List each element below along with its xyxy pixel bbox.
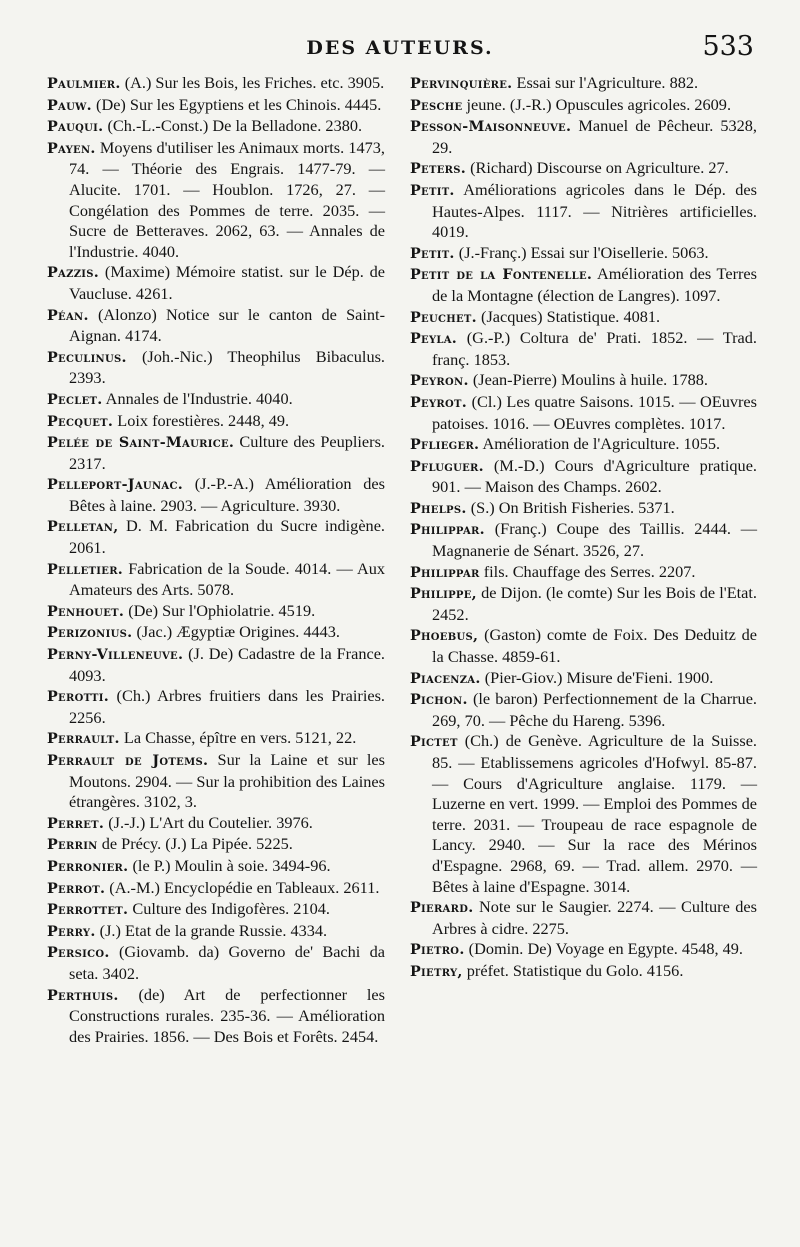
author-name: Perret.: [47, 815, 105, 832]
index-entry: [47, 813, 385, 835]
index-entry: [410, 625, 757, 667]
author-name: Peyla.: [410, 331, 458, 348]
author-name: Piacenza.: [410, 670, 481, 687]
author-name: Phoebus,: [410, 628, 479, 645]
index-entry: [410, 264, 757, 306]
author-name: Pelletan,: [47, 519, 119, 536]
entry-text: Amélioration de l'Agriculture. 1055.: [479, 434, 721, 454]
index-entry: [47, 73, 385, 95]
index-entry: [410, 668, 757, 690]
entry-text: Sur la Laine et sur les Moutons. 2904. — Sur la prohibition des Laines étrangères. 3102, 3.: [69, 750, 385, 812]
author-name: Pierard.: [410, 900, 474, 917]
author-name: Pervinquière.: [410, 76, 513, 92]
index-entry: [410, 243, 757, 265]
index-entry: [410, 328, 757, 370]
author-name: Pazzis.: [47, 265, 100, 282]
entry-text: (Richard) Discourse on Agriculture. 27.: [466, 158, 729, 178]
index-entry: [410, 961, 757, 983]
author-name: Pietry,: [410, 963, 463, 980]
entry-text: (J.-P.-A.) Amélioration des Bêtes à laine. 2903. — Agriculture. 3930.: [69, 474, 385, 515]
entry-text: (Gaston) comte de Foix. Des Deduitz de la Chasse. 4859-61.: [432, 625, 757, 667]
entry-text: Moyens d'utiliser les Animaux morts. 1473, 74. — Théorie des Engrais. 1477-79. — Alucite. 1701. — Houblon. 1726, 27. — Congélation des Pommes de terre. 2035. — Sucre de Betteraves. 2062, 63. — Annales de l'Industrie. 4040.: [69, 137, 385, 261]
index-entry: [410, 158, 757, 180]
entry-text: (Ch.) Arbres fruitiers dans les Prairies. 2256.: [69, 686, 385, 727]
entry-text: (Cl.) Les quatre Saisons. 1015. — OEuvres patoises. 1016. — OEuvres complètes. 1017.: [432, 391, 757, 433]
entry-text: (De) Sur les Egyptiens et les Chinois. 4445.: [91, 94, 382, 114]
author-name: Perny-Villeneuve.: [47, 647, 184, 664]
entry-text: Essai sur l'Agriculture. 882.: [512, 73, 699, 92]
entry-text: (le baron) Perfectionnement de la Charrue. 269, 70. — Pêche du Hareng. 5396.: [432, 689, 757, 730]
index-entry: [47, 116, 385, 138]
author-name: Perizonius.: [47, 625, 133, 642]
index-entry: [47, 985, 385, 1048]
entry-text: Amélioration des Terres de la Montagne (élection de Langres). 1097.: [432, 264, 757, 305]
author-name: Peyron.: [410, 373, 469, 390]
author-name: Philippar.: [410, 522, 485, 539]
author-name: Perrottet.: [47, 902, 129, 919]
entry-text: de Dijon. (le comte) Sur les Bois de l'Etat. 2452.: [432, 583, 757, 624]
author-name: Perotti.: [47, 689, 109, 706]
author-name: Peters.: [410, 161, 467, 178]
entry-text: (Ch.-L.-Const.) De la Belladone. 2380.: [103, 116, 363, 136]
author-name: Philippar: [410, 564, 480, 581]
author-name: Philippe,: [410, 586, 477, 603]
index-entry: [410, 689, 757, 731]
entry-text: (Jacques) Statistique. 4081.: [476, 306, 661, 326]
author-name: Pichon.: [410, 692, 468, 709]
right-column: [410, 73, 757, 983]
index-entry: [47, 750, 385, 813]
author-name: Petit.: [410, 182, 455, 199]
entry-text: Culture des Indigofères. 2104.: [128, 899, 330, 919]
entry-text: (Ch.) de Genève. Agriculture de la Suisse. 85. — Etablissemens agricoles d'Hofwyl. 85-87. — Cours d'Agriculture anglaise. 1179. — Luzerne en vert. 1999. — Emploi des Pommes de terre. 2031. — Troupeau de race espagnole de Lancy. 2940. — Sur la race des Mérinos d'Espagne. 2968, 69. — Trad. allem. 2970. — Bêtes à laine d'Espagne. 3014.: [432, 731, 757, 896]
author-name: Pecquet.: [47, 413, 114, 430]
entry-text: Culture des Peupliers. 2317.: [69, 432, 385, 473]
index-entry: [410, 434, 757, 456]
index-entry: [47, 622, 385, 644]
index-entry: [47, 921, 385, 943]
entry-text: (Franç.) Coupe des Taillis. 2444. — Magnanerie de Sénart. 3526, 27.: [432, 519, 757, 561]
author-name: Perthuis.: [47, 987, 119, 1004]
entry-text: (G.-P.) Coltura de' Prati. 1852. — Trad. franç. 1853.: [432, 328, 757, 369]
author-name: Pictet: [410, 734, 458, 751]
author-name: Péan.: [47, 307, 89, 324]
page-number: 533: [702, 31, 754, 62]
index-entry: [47, 516, 385, 558]
index-entry: [410, 731, 757, 897]
index-entry: [47, 878, 385, 900]
index-entry: [410, 95, 757, 117]
author-name: Perrot.: [47, 880, 106, 897]
index-entry: [410, 370, 757, 392]
entry-text: préfet. Statistique du Golo. 4156.: [462, 960, 684, 980]
author-name: Paulmier.: [47, 76, 121, 92]
author-name: Pauw.: [47, 97, 92, 114]
entry-text: (M.-D.) Cours d'Agriculture pratique. 901. — Maison des Champs. 2602.: [432, 455, 757, 497]
entry-text: de Précy. (J.) La Pipée. 5225.: [97, 834, 293, 854]
entry-text: (J.-Franç.) Essai sur l'Oisellerie. 5063.: [454, 242, 709, 262]
entry-text: (Jac.) Ægyptiæ Origines. 4443.: [132, 622, 340, 642]
entry-text: Manuel de Pêcheur. 5328, 29.: [432, 116, 757, 157]
index-entry: [47, 686, 385, 728]
index-entry: [47, 899, 385, 921]
index-entry: [410, 116, 757, 158]
index-entry: [410, 562, 757, 584]
index-entry: [410, 519, 757, 561]
entry-text: (A.-M.) Encyclopédie en Tableaux. 2611.: [105, 877, 380, 897]
entry-text: jeune. (J.-R.) Opuscules agricoles. 2609.: [462, 94, 732, 114]
index-entry: [47, 411, 385, 433]
index-entry: [47, 559, 385, 601]
entry-text: (Domin. De) Voyage en Egypte. 4548, 49.: [464, 939, 743, 959]
author-name: Perrin: [47, 837, 98, 854]
index-entry: [410, 498, 757, 520]
index-entry: [410, 583, 757, 625]
author-name: Pelleport-Jaunac.: [47, 477, 183, 494]
entry-text: (Maxime) Mémoire statist. sur le Dép. de Vaucluse. 4261.: [69, 262, 385, 303]
index-entry: [410, 180, 757, 243]
author-name: Peculinus.: [47, 349, 127, 366]
entry-text: (De) Sur l'Ophiolatrie. 4519.: [124, 600, 316, 620]
index-entry: [47, 644, 385, 686]
entry-text: (de) Art de perfectionner les Constructions rurales. 235-36. — Amélioration des Prairies. 1856. — Des Bois et Forêts. 2454.: [69, 984, 385, 1046]
index-entry: [410, 456, 757, 498]
entry-text: Loix forestières. 2448, 49.: [113, 410, 290, 430]
author-name: Petit.: [410, 245, 455, 262]
entry-text: La Chasse, épître en vers. 5121, 22.: [119, 728, 357, 748]
left-column: [47, 73, 385, 1047]
entry-text: Annales de l'Industrie. 4040.: [102, 388, 293, 408]
entry-text: Note sur le Saugier. 2274. — Culture des Arbres à cidre. 2275.: [432, 897, 757, 938]
entry-text: (J. De) Cadastre de la France. 4093.: [69, 644, 385, 685]
author-name: Perrault de Jotems.: [47, 753, 209, 769]
entry-text: (S.) On British Fisheries. 5371.: [466, 497, 675, 517]
entry-text: (le P.) Moulin à soie. 3494-96.: [128, 855, 331, 875]
entry-text: (A.) Sur les Bois, les Friches. etc. 3905.: [120, 73, 385, 92]
entry-text: (Joh.-Nic.) Theophilus Bibaculus. 2393.: [69, 346, 385, 388]
index-entry: [47, 95, 385, 117]
entry-text: (Alonzo) Notice sur le canton de Saint-Aignan. 4174.: [69, 304, 385, 346]
index-entry: [47, 262, 385, 304]
author-name: Pesson-Maisonneuve.: [410, 119, 572, 136]
index-entry: [47, 834, 385, 856]
author-name: Phelps.: [410, 500, 467, 517]
index-entry: [47, 305, 385, 347]
entry-text: D. M. Fabrication du Sucre indigène. 2061.: [69, 516, 385, 558]
index-entry: [410, 392, 757, 434]
index-entry: [47, 347, 385, 389]
author-name: Pflieger.: [410, 437, 480, 454]
author-name: Pauqui.: [47, 119, 104, 136]
entry-text: Fabrication de la Soude. 4014. — Aux Amateurs des Arts. 5078.: [69, 558, 385, 600]
author-name: Perrault.: [47, 731, 120, 748]
author-name: Peyrot.: [410, 394, 468, 411]
index-entry: [47, 856, 385, 878]
entry-text: (J.) Etat de la grande Russie. 4334.: [95, 920, 328, 940]
author-name: Persico.: [47, 945, 110, 962]
index-entry: [47, 942, 385, 984]
index-entry: [47, 389, 385, 411]
entry-text: Améliorations agricoles dans le Dép. des Hautes-Alpes. 1117. — Nitrières artificielles. 4019.: [432, 179, 757, 242]
index-entry: [410, 307, 757, 329]
author-name: Pelletier.: [47, 561, 124, 578]
index-entry: [410, 939, 757, 961]
entry-text: (Pier-Giov.) Misure de'Fieni. 1900.: [480, 667, 714, 687]
entry-text: (J.-J.) L'Art du Coutelier. 3976.: [104, 812, 313, 832]
entry-text: (Giovamb. da) Governo de' Bachi da seta. 3402.: [69, 942, 385, 983]
index-entry: [47, 138, 385, 263]
author-name: Perronier.: [47, 858, 129, 875]
author-name: Pietro.: [410, 942, 465, 959]
index-entry: [47, 474, 385, 516]
index-entry: [47, 432, 385, 474]
index-entry: [410, 897, 757, 939]
entry-text: fils. Chauffage des Serres. 2207.: [479, 561, 696, 581]
author-name: Perry.: [47, 923, 96, 940]
author-name: Payen.: [47, 140, 96, 157]
author-name: Pesche: [410, 97, 463, 114]
index-entry: [47, 601, 385, 623]
author-name: Peuchet.: [410, 309, 477, 326]
author-name: Pelée de Saint-Maurice.: [47, 435, 235, 452]
running-title: DES AUTEURS.: [306, 37, 494, 59]
author-name: Petit de la Fontenelle.: [410, 267, 593, 284]
index-entry: [47, 728, 385, 750]
entry-text: (Jean-Pierre) Moulins à huile. 1788.: [468, 370, 708, 390]
author-name: Penhouet.: [47, 603, 125, 620]
author-name: Peclet.: [47, 391, 103, 408]
author-name: Pfluguer.: [410, 458, 484, 475]
index-entry: [410, 73, 757, 95]
